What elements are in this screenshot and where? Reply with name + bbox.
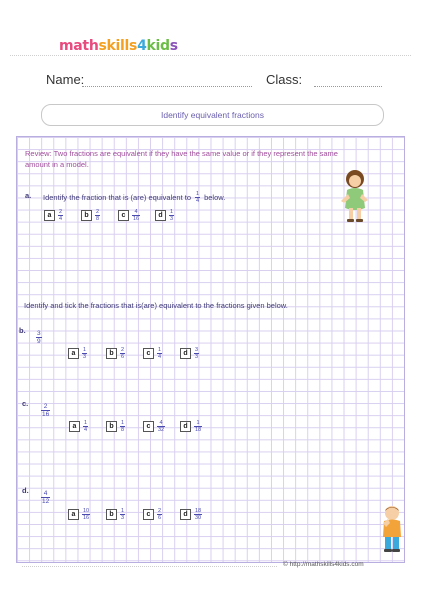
question-a-option-c[interactable]: c $\frac{4}{16}$ <box>118 209 140 222</box>
boy-illustration <box>380 505 404 553</box>
option-checkbox[interactable]: d <box>180 348 191 359</box>
question-c-option-a[interactable]: a $\frac{1}{4}$ <box>69 420 88 433</box>
question-b-option-c[interactable]: c $\frac{1}{4}$ <box>143 347 162 360</box>
option-checkbox[interactable]: b <box>106 348 117 359</box>
option-checkbox[interactable]: a <box>68 509 79 520</box>
option-checkbox[interactable]: a <box>44 210 55 221</box>
option-checkbox[interactable]: c <box>143 421 154 432</box>
option-checkbox[interactable]: d <box>180 421 191 432</box>
review-label: Review: <box>25 149 52 158</box>
question-d-option-d[interactable]: d $\frac{18}{30}$ <box>180 508 202 521</box>
name-label: Name: <box>46 72 85 87</box>
option-checkbox[interactable]: b <box>106 421 117 432</box>
footer-divider <box>22 566 277 567</box>
question-d-fraction: $\frac{4}{12}$ <box>42 490 50 506</box>
class-field[interactable] <box>314 86 382 87</box>
option-checkbox[interactable]: d <box>155 210 166 221</box>
question-d-option-b[interactable]: b $\frac{1}{3}$ <box>106 508 125 521</box>
question-b-option-a[interactable]: a $\frac{1}{3}$ <box>68 347 87 360</box>
instruction-text: Identify and tick the fractions that is(are) equivalent to the fractions given below. <box>24 301 288 310</box>
question-c-option-c[interactable]: c $\frac{4}{32}$ <box>143 420 165 433</box>
option-checkbox[interactable]: c <box>143 509 154 520</box>
question-b-fraction: $\frac{3}{9}$ <box>37 330 41 346</box>
question-a-option-d[interactable]: d $\frac{1}{3}$ <box>155 209 174 222</box>
question-c-fraction: $\frac{2}{16}$ <box>42 403 50 419</box>
option-checkbox[interactable]: c <box>118 210 129 221</box>
footer-copyright: © http://mathskills4kids.com <box>283 561 364 568</box>
option-checkbox[interactable]: b <box>81 210 92 221</box>
question-a-letter: a. <box>25 191 32 200</box>
question-b-option-d[interactable]: d $\frac{3}{3}$ <box>180 347 199 360</box>
question-d-letter: d. <box>22 486 29 495</box>
question-b-option-b[interactable]: b $\frac{2}{6}$ <box>106 347 125 360</box>
question-d-option-a[interactable]: a $\frac{10}{16}$ <box>68 508 90 521</box>
header-divider <box>10 55 411 56</box>
question-b-letter: b. <box>19 326 26 335</box>
review-text: Two fractions are equivalent if they have the same value or if they represent the same amount in a model. <box>25 149 338 169</box>
class-label: Class: <box>266 72 303 87</box>
option-checkbox[interactable]: c <box>143 348 154 359</box>
worksheet-title: Identify equivalent fractions <box>41 104 384 126</box>
option-checkbox[interactable]: d <box>180 509 191 520</box>
question-c-letter: c. <box>22 399 29 408</box>
question-a-prompt: Identify the fraction that is (are) equivalent to $\frac{1}{4}$ below. <box>43 191 226 204</box>
question-d-option-c[interactable]: c $\frac{2}{6}$ <box>143 508 162 521</box>
mathskills4kids-logo: mathskills4kids <box>59 38 178 54</box>
question-c-option-b[interactable]: b $\frac{1}{8}$ <box>106 420 125 433</box>
girl-illustration <box>340 168 370 224</box>
option-checkbox[interactable]: a <box>69 421 80 432</box>
option-checkbox[interactable]: a <box>68 348 79 359</box>
question-a-option-b[interactable]: b $\frac{2}{8}$ <box>81 209 100 222</box>
option-checkbox[interactable]: b <box>106 509 117 520</box>
question-c-option-d[interactable]: d $\frac{1}{18}$ <box>180 420 202 433</box>
review-note <box>25 148 345 170</box>
question-a-option-a[interactable]: a $\frac{2}{4}$ <box>44 209 63 222</box>
target-fraction: $\frac{1}{4}$ <box>196 191 200 204</box>
name-field[interactable] <box>82 86 252 87</box>
